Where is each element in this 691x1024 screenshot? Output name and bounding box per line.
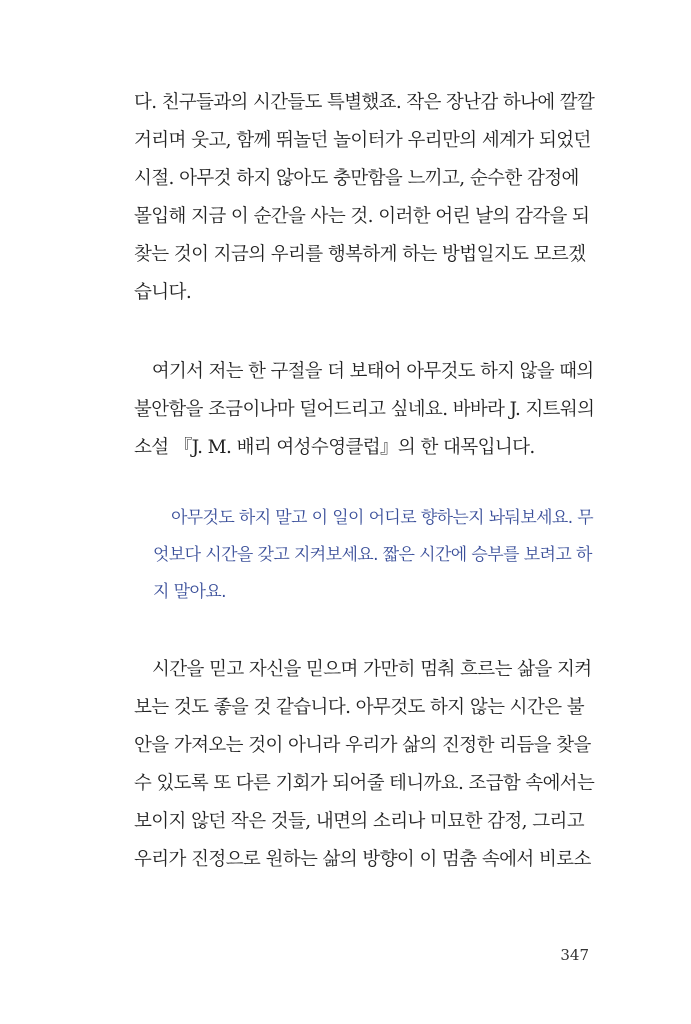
quote-line: 지 말아요. — [153, 582, 226, 602]
text-line: 수 있도록 또 다른 기회가 되어줄 테니까요. 조급함 속에서는 — [134, 773, 595, 794]
text-line: 습니다. — [134, 282, 192, 303]
text-line: 다. 친구들과의 시간들도 특별했죠. 작은 장난감 하나에 깔깔 — [134, 92, 595, 113]
text-line: 여기서 저는 한 구절을 더 보태어 아무것도 하지 않을 때의 — [151, 361, 594, 382]
text-line: 보는 것도 좋을 것 같습니다. 아무것도 하지 않는 시간은 불 — [134, 697, 585, 718]
paragraph-intro-quote — [134, 353, 594, 467]
text-line: 안을 가져오는 것이 아니라 우리가 삶의 진정한 리듬을 찾을 — [134, 735, 591, 756]
paragraph-childhood — [134, 84, 594, 312]
text-line: 우리가 진정으로 원하는 삶의 방향이 이 멈춤 속에서 비로소 — [134, 849, 591, 870]
text-line: 시절. 아무것 하지 않아도 충만함을 느끼고, 순수한 감정에 — [134, 168, 579, 189]
quote-line: 엇보다 시간을 갖고 지켜보세요. 짧은 시간에 승부를 보려고 하 — [153, 545, 592, 565]
text-line: 찾는 것이 지금의 우리를 행복하게 하는 방법일지도 모르겠 — [134, 244, 586, 265]
block-quote — [153, 500, 593, 611]
text-line: 보이지 않던 작은 것들, 내면의 소리나 미묘한 감정, 그리고 — [134, 811, 585, 832]
text-line: 소설 『J. M. 배리 여성수영클럽』의 한 대목입니다. — [134, 437, 535, 458]
page-number: 347 — [560, 946, 589, 964]
text-line: 시간을 믿고 자신을 믿으며 가만히 멈춰 흐르는 삶을 지켜 — [152, 659, 592, 680]
text-line: 불안함을 조금이나마 덜어드리고 싶네요. 바바라 J. 지트워의 — [134, 399, 595, 420]
paragraph-trust-time — [134, 651, 594, 879]
text-line: 몰입해 지금 이 순간을 사는 것. 이러한 어린 날의 감각을 되 — [134, 206, 590, 227]
text-line: 거리며 웃고, 함께 뛰놀던 놀이터가 우리만의 세계가 되었던 — [134, 130, 591, 151]
quote-line: 아무것도 하지 말고 이 일이 어디로 향하는지 놔둬보세요. 무 — [170, 508, 594, 528]
